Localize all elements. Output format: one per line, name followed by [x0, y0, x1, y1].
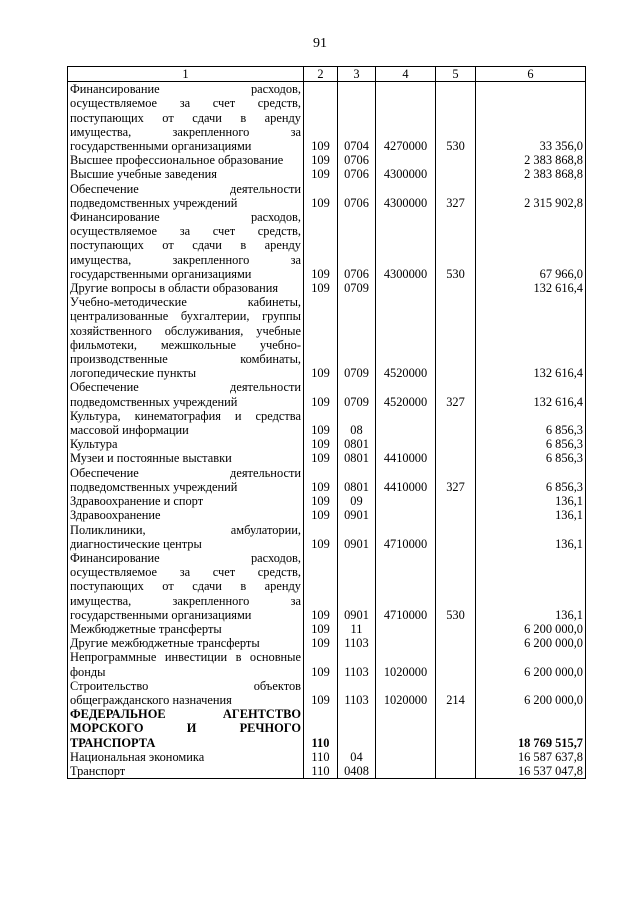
- ministry-code: 110: [304, 764, 338, 779]
- table-row: [68, 451, 586, 465]
- expense-type-code: [436, 281, 476, 295]
- item-name: Обеспечение деятельности подведомственных учреждений: [68, 380, 304, 408]
- section-code: 0408: [338, 764, 376, 779]
- target-article-code: 4410000: [376, 466, 436, 494]
- target-article-code: [376, 153, 436, 167]
- expense-type-code: [436, 295, 476, 380]
- amount: 132 616,4: [476, 281, 586, 295]
- column-header: 6: [476, 67, 586, 82]
- section-code: 0706: [338, 210, 376, 281]
- expense-type-code: [436, 750, 476, 764]
- target-article-code: [376, 437, 436, 451]
- amount: 6 200 000,0: [476, 636, 586, 650]
- table-row: [68, 82, 586, 154]
- ministry-code: 109: [304, 182, 338, 210]
- target-article-code: [376, 764, 436, 779]
- table-row: [68, 380, 586, 408]
- amount: 136,1: [476, 523, 586, 551]
- section-code: 0709: [338, 281, 376, 295]
- amount: 136,1: [476, 551, 586, 622]
- section-code: 0706: [338, 167, 376, 181]
- column-header: 2: [304, 67, 338, 82]
- target-article-code: [376, 494, 436, 508]
- section-code: 1103: [338, 650, 376, 678]
- item-name: Национальная экономика: [68, 750, 304, 764]
- ministry-code: 109: [304, 451, 338, 465]
- target-article-code: 4710000: [376, 551, 436, 622]
- ministry-code: 109: [304, 210, 338, 281]
- item-name: Поликлиники, амбулатории, диагностические центры: [68, 523, 304, 551]
- ministry-code: 109: [304, 437, 338, 451]
- amount: 18 769 515,7: [476, 707, 586, 750]
- amount: 6 200 000,0: [476, 650, 586, 678]
- table-row: [68, 679, 586, 707]
- target-article-code: 4520000: [376, 295, 436, 380]
- ministry-code: 109: [304, 551, 338, 622]
- expense-type-code: [436, 494, 476, 508]
- table-row: [68, 182, 586, 210]
- ministry-code: 109: [304, 622, 338, 636]
- expense-type-code: [436, 167, 476, 181]
- item-name: Культура: [68, 437, 304, 451]
- amount: 132 616,4: [476, 380, 586, 408]
- table-row: [68, 750, 586, 764]
- table-row: [68, 153, 586, 167]
- table-row: [68, 508, 586, 522]
- expense-type-code: 327: [436, 182, 476, 210]
- expense-type-code: 327: [436, 380, 476, 408]
- item-name: Музеи и постоянные выставки: [68, 451, 304, 465]
- expense-type-code: 530: [436, 82, 476, 154]
- ministry-code: 109: [304, 466, 338, 494]
- expense-type-code: [436, 451, 476, 465]
- section-code: 0709: [338, 295, 376, 380]
- ministry-code: 109: [304, 523, 338, 551]
- expense-type-code: [436, 153, 476, 167]
- item-name: Другие вопросы в области образования: [68, 281, 304, 295]
- expense-type-code: [436, 523, 476, 551]
- target-article-code: 1020000: [376, 679, 436, 707]
- table-row: [68, 622, 586, 636]
- item-name: Здравоохранение и спорт: [68, 494, 304, 508]
- table-row: [68, 167, 586, 181]
- table-row: [68, 494, 586, 508]
- target-article-code: 1020000: [376, 650, 436, 678]
- column-header: 3: [338, 67, 376, 82]
- target-article-code: [376, 409, 436, 437]
- ministry-code: 109: [304, 494, 338, 508]
- item-name: Учебно-методические кабинеты, централизованные бухгалтерии, группы хозяйственного обслуживания, учебные фильмотеки, межшкольные учебно-производственные комбинаты, логопедические пункты: [68, 295, 304, 380]
- item-name: Другие межбюджетные трансферты: [68, 636, 304, 650]
- column-header: 5: [436, 67, 476, 82]
- agency-name: ФЕДЕРАЛЬНОЕ АГЕНТСТВО МОРСКОГО И РЕЧНОГО ТРАНСПОРТА: [68, 707, 304, 750]
- expense-type-code: [436, 636, 476, 650]
- ministry-code: 109: [304, 409, 338, 437]
- column-header: 1: [68, 67, 304, 82]
- table-body: [68, 82, 586, 779]
- item-name: Обеспечение деятельности подведомственных учреждений: [68, 182, 304, 210]
- item-name: Обеспечение деятельности подведомственных учреждений: [68, 466, 304, 494]
- section-code: 1103: [338, 636, 376, 650]
- amount: 2 383 868,8: [476, 167, 586, 181]
- section-code: 0706: [338, 182, 376, 210]
- amount: 6 856,3: [476, 437, 586, 451]
- section-code: 0801: [338, 451, 376, 465]
- section-code: 0709: [338, 380, 376, 408]
- table-row: [68, 281, 586, 295]
- amount: 6 200 000,0: [476, 622, 586, 636]
- section-code: 0801: [338, 466, 376, 494]
- column-header: 4: [376, 67, 436, 82]
- ministry-code: 109: [304, 679, 338, 707]
- table-row: [68, 210, 586, 281]
- expense-type-code: 214: [436, 679, 476, 707]
- table-row: [68, 295, 586, 380]
- amount: 6 856,3: [476, 451, 586, 465]
- section-code: 08: [338, 409, 376, 437]
- section-code: 04: [338, 750, 376, 764]
- target-article-code: [376, 750, 436, 764]
- ministry-code: 109: [304, 650, 338, 678]
- target-article-code: 4520000: [376, 380, 436, 408]
- page-number: 91: [313, 36, 327, 51]
- item-name: Непрограммные инвестиции в основные фонды: [68, 650, 304, 678]
- section-code: 0901: [338, 523, 376, 551]
- item-name: Финансирование расходов, осуществляемое за счет средств, поступающих от сдачи в аренду имущества, закрепленного за государственными организациями: [68, 210, 304, 281]
- table-row: [68, 409, 586, 437]
- amount: 136,1: [476, 508, 586, 522]
- budget-table: [67, 66, 586, 779]
- expense-type-code: 327: [436, 466, 476, 494]
- section-code: 09: [338, 494, 376, 508]
- section-code: [338, 707, 376, 750]
- expense-type-code: [436, 508, 476, 522]
- agency-total-row: [68, 707, 586, 750]
- expense-type-code: [436, 437, 476, 451]
- amount: 16 537 047,8: [476, 764, 586, 779]
- item-name: Культура, кинематография и средства массовой информации: [68, 409, 304, 437]
- section-code: 0901: [338, 551, 376, 622]
- table-row: [68, 650, 586, 678]
- expense-type-code: [436, 622, 476, 636]
- amount: 2 315 902,8: [476, 182, 586, 210]
- amount: 16 587 637,8: [476, 750, 586, 764]
- ministry-code: 110: [304, 750, 338, 764]
- amount: 136,1: [476, 494, 586, 508]
- amount: 6 200 000,0: [476, 679, 586, 707]
- item-name: Здравоохранение: [68, 508, 304, 522]
- amount: 132 616,4: [476, 295, 586, 380]
- item-name: Высшее профессиональное образование: [68, 153, 304, 167]
- ministry-code: 109: [304, 153, 338, 167]
- amount: 6 856,3: [476, 409, 586, 437]
- target-article-code: [376, 636, 436, 650]
- target-article-code: 4300000: [376, 210, 436, 281]
- expense-type-code: 530: [436, 551, 476, 622]
- section-code: 1103: [338, 679, 376, 707]
- item-name: Межбюджетные трансферты: [68, 622, 304, 636]
- table-row: [68, 466, 586, 494]
- table-row: [68, 523, 586, 551]
- item-name: Высшие учебные заведения: [68, 167, 304, 181]
- expense-type-code: [436, 409, 476, 437]
- item-name: Транспорт: [68, 764, 304, 779]
- target-article-code: 4300000: [376, 167, 436, 181]
- expense-type-code: [436, 650, 476, 678]
- table-row: [68, 551, 586, 622]
- column-number-row: [68, 67, 586, 82]
- ministry-code: 109: [304, 636, 338, 650]
- target-article-code: [376, 622, 436, 636]
- target-article-code: 4300000: [376, 182, 436, 210]
- ministry-code: 109: [304, 281, 338, 295]
- section-code: 11: [338, 622, 376, 636]
- amount: 6 856,3: [476, 466, 586, 494]
- expense-type-code: 530: [436, 210, 476, 281]
- target-article-code: 4710000: [376, 523, 436, 551]
- item-name: Финансирование расходов, осуществляемое за счет средств, поступающих от сдачи в аренду имущества, закрепленного за государственными организациями: [68, 82, 304, 154]
- section-code: 0706: [338, 153, 376, 167]
- section-code: 0704: [338, 82, 376, 154]
- target-article-code: 4410000: [376, 451, 436, 465]
- ministry-code: 109: [304, 167, 338, 181]
- target-article-code: [376, 508, 436, 522]
- table-row: [68, 636, 586, 650]
- ministry-code: 109: [304, 295, 338, 380]
- table-row: [68, 764, 586, 779]
- section-code: 0801: [338, 437, 376, 451]
- target-article-code: [376, 281, 436, 295]
- amount: 2 383 868,8: [476, 153, 586, 167]
- ministry-code: 109: [304, 82, 338, 154]
- table-row: [68, 437, 586, 451]
- ministry-code: 109: [304, 380, 338, 408]
- ministry-code: 110: [304, 707, 338, 750]
- section-code: 0901: [338, 508, 376, 522]
- target-article-code: [376, 707, 436, 750]
- item-name: Финансирование расходов, осуществляемое за счет средств, поступающих от сдачи в аренду имущества, закрепленного за государственными организациями: [68, 551, 304, 622]
- target-article-code: 4270000: [376, 82, 436, 154]
- expense-type-code: [436, 764, 476, 779]
- ministry-code: 109: [304, 508, 338, 522]
- amount: 67 966,0: [476, 210, 586, 281]
- item-name: Строительство объектов общегражданского назначения: [68, 679, 304, 707]
- expense-type-code: [436, 707, 476, 750]
- amount: 33 356,0: [476, 82, 586, 154]
